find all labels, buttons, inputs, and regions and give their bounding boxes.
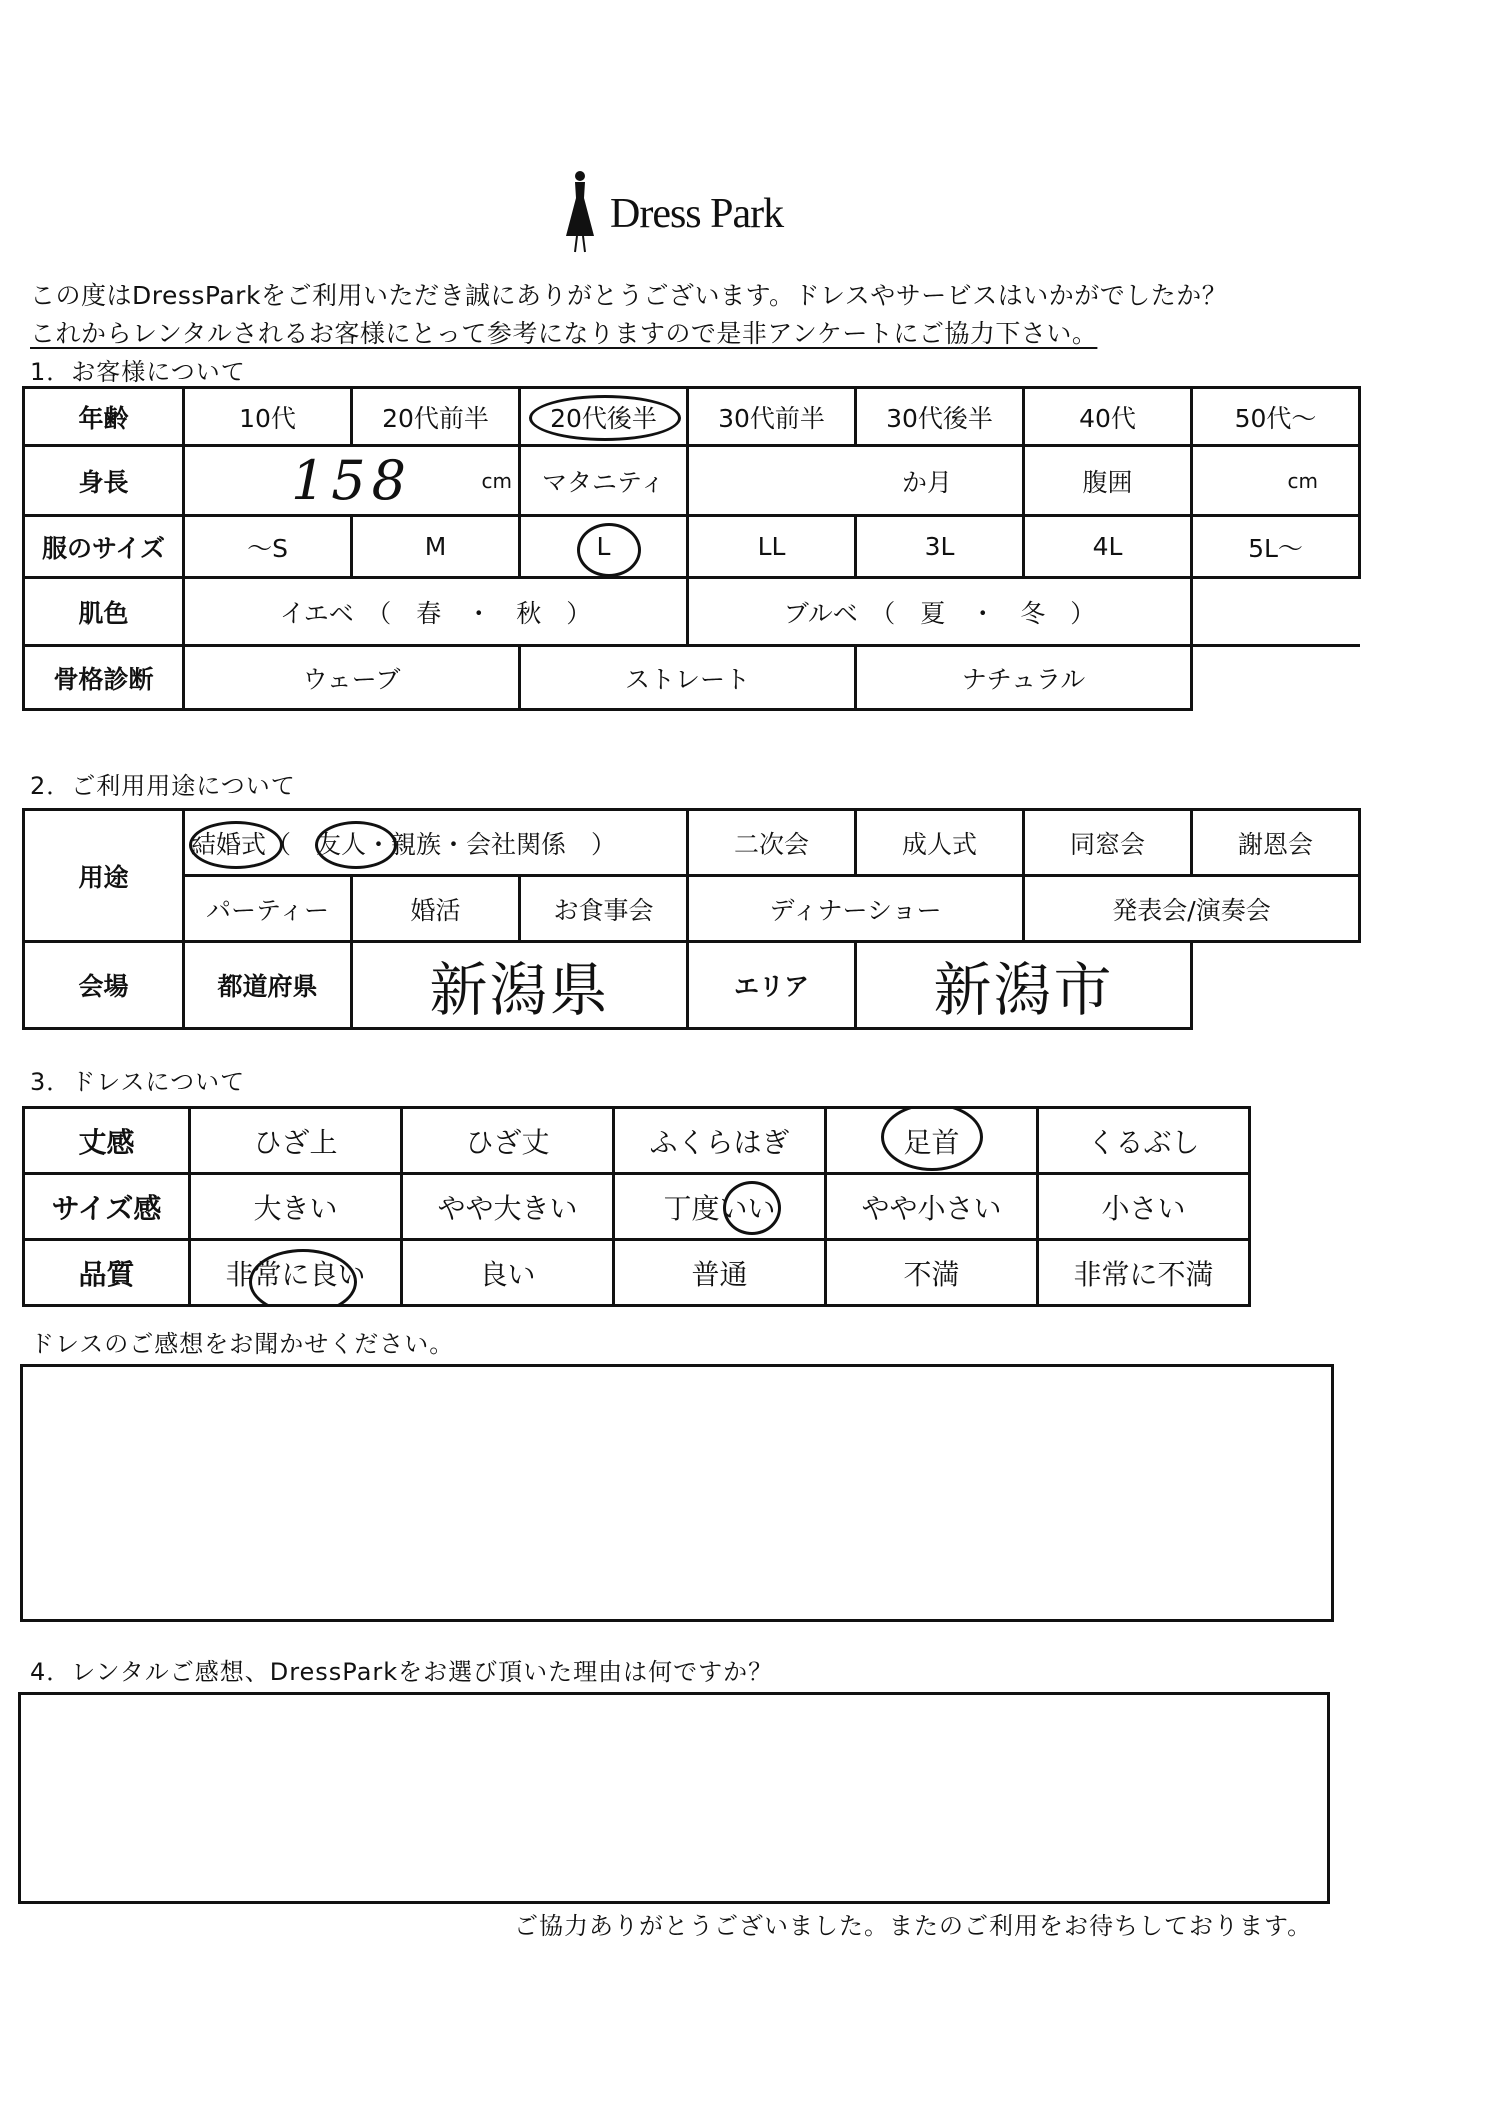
section-4-title: 4．レンタルご感想、DressParkをお選び頂いた理由は何ですか？ xyxy=(30,1658,774,1686)
purpose-option[interactable]: パーティー xyxy=(184,876,352,942)
brand-name: Dress Park xyxy=(610,191,784,237)
quality-label: 品質 xyxy=(24,1240,190,1306)
purpose-option[interactable]: 婚活 xyxy=(352,876,520,942)
fit-option[interactable]: 小さい xyxy=(1038,1174,1250,1240)
purpose-option[interactable]: 二次会 xyxy=(688,810,856,876)
size-option-selected[interactable] xyxy=(520,516,688,578)
age-option[interactable]: 40代 xyxy=(1024,388,1192,446)
purpose-option[interactable]: 発表会/演奏会 xyxy=(1024,876,1360,942)
fit-option[interactable]: 大きい xyxy=(190,1174,402,1240)
prefecture-label: 都道府県 xyxy=(184,942,352,1029)
quality-option-label: 非常に良い xyxy=(225,1257,366,1291)
dress-icon xyxy=(560,168,600,258)
area-field[interactable] xyxy=(856,942,1192,1029)
purpose-option[interactable]: 成人式 xyxy=(856,810,1024,876)
customer-table xyxy=(22,386,1361,711)
age-option[interactable]: 30代前半 xyxy=(688,388,856,446)
length-label: 丈感 xyxy=(24,1108,190,1174)
intro-line-1: この度はDressParkをご利用いただき誠にありがとうございます。ドレスやサービスはいかがでしたか？ xyxy=(30,281,1228,310)
closing-message: ご協力ありがとうございました。またのご利用をお待ちしております。 xyxy=(514,1912,1313,1940)
frame-option[interactable]: ストレート xyxy=(520,646,856,710)
impression-prompt: ドレスのご感想をお聞かせください。 xyxy=(30,1330,455,1358)
waist-label: 腹囲 xyxy=(1024,446,1192,516)
empty-cell xyxy=(1192,942,1360,1029)
purpose-option[interactable]: 謝恩会 xyxy=(1192,810,1360,876)
quality-option-selected[interactable] xyxy=(190,1240,402,1306)
maternity-label: マタニティ xyxy=(520,446,688,516)
size-option-label: L xyxy=(596,532,611,561)
length-option-selected[interactable] xyxy=(826,1108,1038,1174)
section-3-title: 3．ドレスについて xyxy=(30,1068,246,1096)
months-label: か月 xyxy=(901,467,952,497)
size-option[interactable]: LL xyxy=(688,516,856,578)
frame-option[interactable]: ウェーブ xyxy=(184,646,520,710)
age-option[interactable]: 10代 xyxy=(184,388,352,446)
empty-cell xyxy=(1192,646,1360,710)
fit-option[interactable]: やや小さい xyxy=(826,1174,1038,1240)
reason-textarea[interactable] xyxy=(18,1692,1330,1904)
purpose-table xyxy=(22,808,1361,1030)
size-option[interactable]: 4L xyxy=(1024,516,1192,578)
intro-line-2: これからレンタルされるお客様にとって参考になりますので是非アンケートにご協力下さい。 xyxy=(30,319,1098,348)
impression-textarea[interactable] xyxy=(20,1364,1334,1622)
length-option[interactable]: くるぶし xyxy=(1038,1108,1250,1174)
age-option[interactable]: 30代後半 xyxy=(856,388,1024,446)
height-unit: cm xyxy=(481,468,512,493)
purpose-wedding-label: 結婚式（ 友人・親族・会社関係 ） xyxy=(191,829,617,859)
brand-logo xyxy=(560,168,880,258)
height-label: 身長 xyxy=(24,446,184,516)
waist-field[interactable] xyxy=(1192,446,1360,516)
size-option[interactable]: 3L xyxy=(856,516,1024,578)
length-option[interactable]: ひざ上 xyxy=(190,1108,402,1174)
length-option[interactable]: ふくらはぎ xyxy=(614,1108,826,1174)
age-label: 年齢 xyxy=(24,388,184,446)
venue-label: 会場 xyxy=(24,942,184,1029)
quality-option[interactable]: 良い xyxy=(402,1240,614,1306)
prefecture-value: 新潟県 xyxy=(429,956,610,1024)
fit-label: サイズ感 xyxy=(24,1174,190,1240)
purpose-option[interactable]: ディナーショー xyxy=(688,876,1024,942)
fit-option-selected[interactable] xyxy=(614,1174,826,1240)
purpose-option[interactable]: 同窓会 xyxy=(1024,810,1192,876)
height-value: 158 xyxy=(290,449,413,512)
size-option[interactable]: ～S xyxy=(184,516,352,578)
length-option-label: 足首 xyxy=(903,1125,960,1159)
skin-yellow-option[interactable]: イエベ （ 春 ・ 秋 ） xyxy=(184,578,688,646)
section-1-title: 1．お客様について xyxy=(30,358,246,386)
quality-option[interactable]: 普通 xyxy=(614,1240,826,1306)
maternity-months-field[interactable] xyxy=(688,446,1024,516)
age-option[interactable]: 20代前半 xyxy=(352,388,520,446)
purpose-wedding-option[interactable] xyxy=(184,810,688,876)
quality-option[interactable]: 不満 xyxy=(826,1240,1038,1306)
fit-option-label: 丁度いい xyxy=(663,1191,776,1225)
size-option[interactable]: 5L～ xyxy=(1192,516,1360,578)
length-option[interactable]: ひざ丈 xyxy=(402,1108,614,1174)
frame-option[interactable]: ナチュラル xyxy=(856,646,1192,710)
age-option-selected[interactable] xyxy=(520,388,688,446)
size-label: 服のサイズ xyxy=(24,516,184,578)
waist-unit: cm xyxy=(1287,468,1318,493)
area-value: 新潟市 xyxy=(933,956,1114,1024)
section-2-title: 2．ご利用用途について xyxy=(30,772,296,800)
age-option[interactable]: 50代～ xyxy=(1192,388,1360,446)
fit-option[interactable]: やや大きい xyxy=(402,1174,614,1240)
dress-table xyxy=(22,1106,1251,1307)
area-label: エリア xyxy=(688,942,856,1029)
empty-cell xyxy=(1192,578,1360,646)
height-field[interactable] xyxy=(184,446,520,516)
age-option-label: 20代後半 xyxy=(550,403,657,433)
skin-label: 肌色 xyxy=(24,578,184,646)
prefecture-field[interactable] xyxy=(352,942,688,1029)
purpose-label: 用途 xyxy=(24,810,184,942)
skin-blue-option[interactable]: ブルベ （ 夏 ・ 冬 ） xyxy=(688,578,1192,646)
frame-label: 骨格診断 xyxy=(24,646,184,710)
size-option[interactable]: M xyxy=(352,516,520,578)
purpose-option[interactable]: お食事会 xyxy=(520,876,688,942)
quality-option[interactable]: 非常に不満 xyxy=(1038,1240,1250,1306)
